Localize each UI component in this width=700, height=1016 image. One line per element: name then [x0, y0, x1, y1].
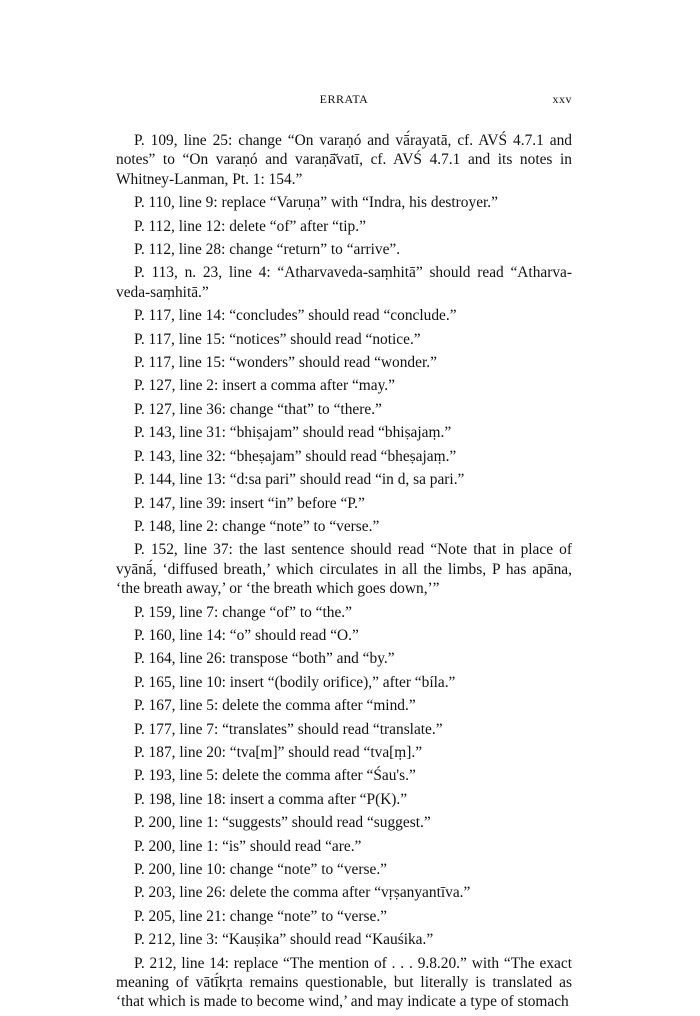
errata-entry: P. 152, line 37: the last sentence should read “Note that in place of vyānā́, ‘diffused breath,’ which circulates in all the limbs, P has apāna, ‘the breath away,’ or ‘the breath which goes down,’” [116, 541, 572, 598]
errata-entry: P. 177, line 7: “translates” should read “translate.” [134, 720, 443, 738]
errata-entry: P. 200, line 1: “suggests” should read “suggest.” [134, 814, 431, 832]
errata-entry: P. 212, line 3: “Kauṣika” should read “Kauśika.” [134, 931, 434, 949]
errata-entry: P. 165, line 10: insert “(bodily orifice),” after “bíla.” [134, 673, 456, 691]
errata-entry: P. 200, line 10: change “note” to “verse.” [134, 861, 388, 878]
errata-entry: P. 159, line 7: change “of” to “the.” [134, 603, 352, 621]
errata-entry: P. 127, line 2: insert a comma after “may.” [134, 377, 395, 395]
errata-entry: P. 143, line 31: “bhiṣajam” should read “bhiṣajaṃ.” [134, 424, 452, 442]
errata-entry: P. 143, line 32: “bheṣajam” should read “bheṣajaṃ.” [134, 447, 457, 465]
errata-entry: P. 109, line 25: change “On varaṇó and vā́rayatā, cf. AVŚ 4.7.1 and notes” to “On varaṇó and varaṇā̆vatī, cf. AVŚ 4.7.1 and its notes in Whitney-Lanman, Pt. 1: 154.” [116, 132, 572, 188]
page-title: ERRATA [319, 92, 369, 106]
errata-entry: P. 148, line 2: change “note” to “verse.” [134, 517, 380, 535]
errata-entry: P. 117, line 15: “wonders” should read “wonder.” [134, 354, 437, 372]
errata-entry: P. 147, line 39: insert “in” before “P.” [134, 494, 365, 512]
errata-entry: P. 200, line 1: “is” should read “are.” [134, 837, 362, 855]
errata-entry: P. 117, line 14: “concludes” should read “conclude.” [134, 307, 457, 325]
page-number: xxv [552, 92, 572, 106]
errata-entry: P. 193, line 5: delete the comma after “Śau's.” [134, 767, 416, 785]
errata-entry: P. 167, line 5: delete the comma after “mind.” [134, 697, 416, 715]
errata-entry: P. 112, line 12: delete “of” after “tip.” [134, 217, 366, 235]
errata-entry: P. 198, line 18: insert a comma after “P(K).” [134, 790, 408, 808]
errata-list [116, 131, 572, 1012]
errata-entry: P. 144, line 13: “d:sa pari” should read “in d, sa pari.” [134, 471, 465, 489]
running-header [116, 92, 572, 112]
errata-entry: P. 112, line 28: change “return” to “arrive”. [134, 241, 401, 259]
errata-entry: P. 110, line 9: replace “Varuṇa” with “Indra, his destroyer.” [134, 194, 498, 212]
errata-entry: P. 117, line 15: “notices” should read “notice.” [134, 330, 421, 348]
errata-entry: P. 212, line 14: replace “The mention of . . . 9.8.20.” with “The exact meaning of vātī́kṛta remains questionable, but literally is translated as ‘that which is made to become wind,’ and may indicate a type of stomach [116, 954, 572, 1011]
errata-entry: P. 113, n. 23, line 4: “Atharvaveda-saṃhitā” should read “Atharva-veda-saṃhitā.” [116, 264, 572, 301]
errata-entry: P. 205, line 21: change “note” to “verse.” [134, 907, 388, 925]
errata-entry: P. 187, line 20: “tva[m]” should read “tva[ṃ].” [134, 743, 423, 761]
errata-entry: P. 127, line 36: change “that” to “there.” [134, 400, 382, 418]
errata-page [116, 92, 572, 1016]
errata-entry: P. 164, line 26: transpose “both” and “by.” [134, 650, 395, 668]
errata-entry: P. 160, line 14: “o” should read “O.” [134, 626, 359, 644]
errata-entry: P. 203, line 26: delete the comma after “vṛṣanyantīva.” [134, 884, 471, 902]
